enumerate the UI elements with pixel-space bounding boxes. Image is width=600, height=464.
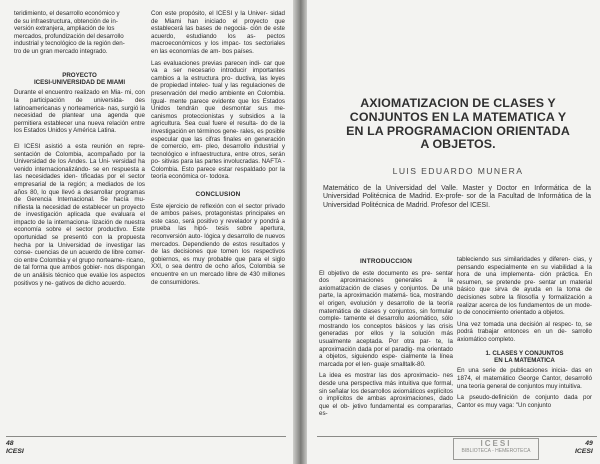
project-heading-line: PROYECTO bbox=[62, 71, 97, 79]
title-line: CONJUNTOS EN LA MATEMATICA Y bbox=[349, 109, 567, 124]
library-stamp bbox=[453, 438, 539, 460]
page-number: 49 bbox=[585, 440, 593, 447]
journal-name: ICESI bbox=[6, 447, 24, 455]
intro-line: teridimiento, el desarrollo económico y bbox=[14, 10, 120, 17]
right-column-1 bbox=[319, 258, 453, 433]
title-line: EN LA PROGRAMACION ORIENTADA bbox=[346, 123, 570, 138]
intro-line: tro de un gran mercado integrado. bbox=[14, 47, 108, 55]
title-line: A OBJETOS. bbox=[420, 137, 496, 152]
intro-paragraph bbox=[14, 10, 145, 56]
article-author: LUIS EDUARDO MUNERA bbox=[392, 166, 524, 176]
intro-line: versión extranjera, ampliación de los bbox=[14, 25, 115, 33]
introduction-heading: INTRODUCCION bbox=[359, 258, 413, 265]
page-number: 48 bbox=[6, 440, 14, 447]
project-heading-line: ICESI-UNIVERSIDAD DE MIAMI bbox=[33, 78, 126, 86]
stamp-label: BIBLIOTECA - HEMEROTECA bbox=[461, 448, 531, 454]
right-column-2 bbox=[457, 256, 592, 436]
intro-line: de su infraestructura, obtención de in- bbox=[14, 17, 118, 25]
body-paragraph: La pseudo-definición de conjunto dada por Cantor es muy vaga: "Un conjunto bbox=[457, 394, 592, 409]
section-1-heading bbox=[457, 350, 592, 365]
intro-line: industrial y tecnológico de la región den- bbox=[14, 40, 125, 48]
page-folio bbox=[575, 440, 593, 455]
body-paragraph: El ICESI asistió a esta reunión en repre- sentación de Colombia, acompañado por la Universidad de los Andes. La Uni- versidad ha venido internacionalizándo- se en respuesta a las necesidades iden- tificadas por el sector empresarial de la región; a mediados de los años 80, lo que llevó a desarrollar programas de Gerencia Internacional. Se hacía mu- nifiesta la necesidad de establecer un proyecto de investigación aplicada que evaluara el impacto de la internaciona- lización de nuestra economía sobre el sector productivo. Este oportunidad se presentó con la propuesta hecha por la Universidad de investigar las conse- cuencias de un acuerdo de libre comer- cio entre Colombia y el grupo norteame- ricano, de tal forma que ambos gobier- nos dispongan de un análisis técnico que evalúe los aspectos positivos y ne- gativos de dicho acuerdo. bbox=[14, 142, 145, 287]
title-line: AXIOMATIZACION DE CLASES Y bbox=[360, 96, 556, 110]
body-paragraph: Durante el encuentro realizado en Mia- mi, con la participación de universida- des latinoamericanas y norteamerica- nas, surgió la necesidad de plantear una agenda que permitiera establecer una nueva relación entre los Estados Unidos y América Latina. bbox=[14, 89, 145, 135]
body-paragraph: El objetivo de este documento es pre- sentar dos aproximaciones generales a la axiomatización de clases y conjuntos. De una parte, la aproximación matemá- tica, mostrando el origen, evolución y desarrollo de la teoría matemática de clases y conjuntos, sin formular comple- tamente el desarrollo axiomático, sólo mostrando los conceptos básicos y las crisis generadas por ellos y la solución más usualmente aceptada. Por otra par- te, la aproximación dada por el paradig- ma orientado a objetos, siguiendo espe- cialmente la línea marcada por el len- guaje smalltalk-80. bbox=[319, 269, 453, 368]
page-folio bbox=[6, 440, 24, 455]
body-paragraph: Una vez tomada una decisión al respec- to, se podrá trabajar entonces en un de- sarrollo axiomático completo. bbox=[457, 320, 592, 343]
conclusion-paragraph: Este ejercicio de reflexión con el sector privado de ambos países, protagonistas principales en este caso, será positivo y revelador y pondrá a prueba las hipó- tesis sobre apertura, reconversión auto- lógica y desarrollo de nuevos mercados. Dependiendo de estos resultados y de las decisiones que tomen los respectivos gobiernos, es muy probable que para el siglo XXI, o sea dentro de ocho años, Colombia se encuentre en un mercado libre de 430 millones de consumidores. bbox=[151, 202, 285, 286]
stamp-name: ICESI bbox=[480, 439, 512, 448]
article-title bbox=[327, 97, 589, 152]
body-paragraph: Con este propósito, el ICESI y la Univer- sidad de Miami han iniciado el proyecto que establecerá las bases de negocia- ción de este acuerdo, estudiando los as- pectos macroeconómicos y los impac- tos sectoriales en las economías de am- bos países. bbox=[151, 10, 285, 55]
left-column-2 bbox=[151, 10, 285, 435]
journal-name: ICESI bbox=[575, 447, 593, 455]
author-bio: Matemático de la Universidad del Valle. Master y Doctor en Informática de la Universidad Politécnica de Madrid. Ex-profe- sor de la Facultad de Informática de la Universidad Politécnica de Madrid. Profesor del ICESI. bbox=[323, 185, 591, 209]
section-heading-line: EN LA MATEMATICA bbox=[494, 356, 555, 364]
footer-rule bbox=[6, 436, 286, 437]
left-column-1 bbox=[14, 10, 145, 430]
body-paragraph: En una serie de publicaciones inicia- das en 1874, el matemático George Cantor, desarrolló una teoría general de conjuntos muy intuitiva. bbox=[457, 367, 592, 390]
footer-rule bbox=[317, 436, 597, 437]
conclusion-heading: CONCLUSION bbox=[195, 191, 241, 199]
intro-line: mercados, profundización del desarrollo bbox=[14, 32, 124, 40]
body-paragraph: Las evaluaciones previas parecen indi- car que va a ser necesario introducir importantes cambios a la estructura pro- ductiva, las leyes de propiedad intelec- tual y las regulaciones de preservación del medio ambiente en Colombia. Igual- mente parece evidente que los Estados Unidos tendrán que desmontar sus me- canismos proteccionistas y subsidios a la agricultura. Sea cual fuere el resulta- do de la investigación en términos gene- rales, es posible especular que las cifras finales en generación de comercio, em- pleo, desarrollo industrial y tecnológico e infraestructura, entre otros, serán po- sitivas para las partes involucradas. NAFTA - Colombia. Esto parece estar respaldado por la teoría económica or- todoxa. bbox=[151, 59, 285, 181]
section-heading-line: 1. CLASES Y CONJUNTOS bbox=[485, 349, 564, 357]
project-heading bbox=[14, 72, 145, 87]
right-page bbox=[307, 0, 600, 464]
body-paragraph: La idea es mostrar las dos aproximacio- nes desde una perspectiva más intuitiva que formal, sin señalar los desarrollos axiomáticos explícitos o implícitos de ambas aproximaciones, dado que el ob- jetivo fundamental es compararlas, es- bbox=[319, 372, 453, 418]
body-paragraph: tableciendo sus similaridades y diferen- cias, y pensando especialmente en su viabilidad a la hora de una implementa- ción práctica. En resumen, se pretende pre- sentar un material básico que sirva de ayuda en la toma de decisiones sobre la filosofía y formalización a realizar acerca de los fundamentos de un mode- lo de conocimiento orientado a objetos. bbox=[457, 256, 592, 317]
left-page bbox=[0, 0, 293, 464]
book-gutter bbox=[293, 0, 307, 464]
